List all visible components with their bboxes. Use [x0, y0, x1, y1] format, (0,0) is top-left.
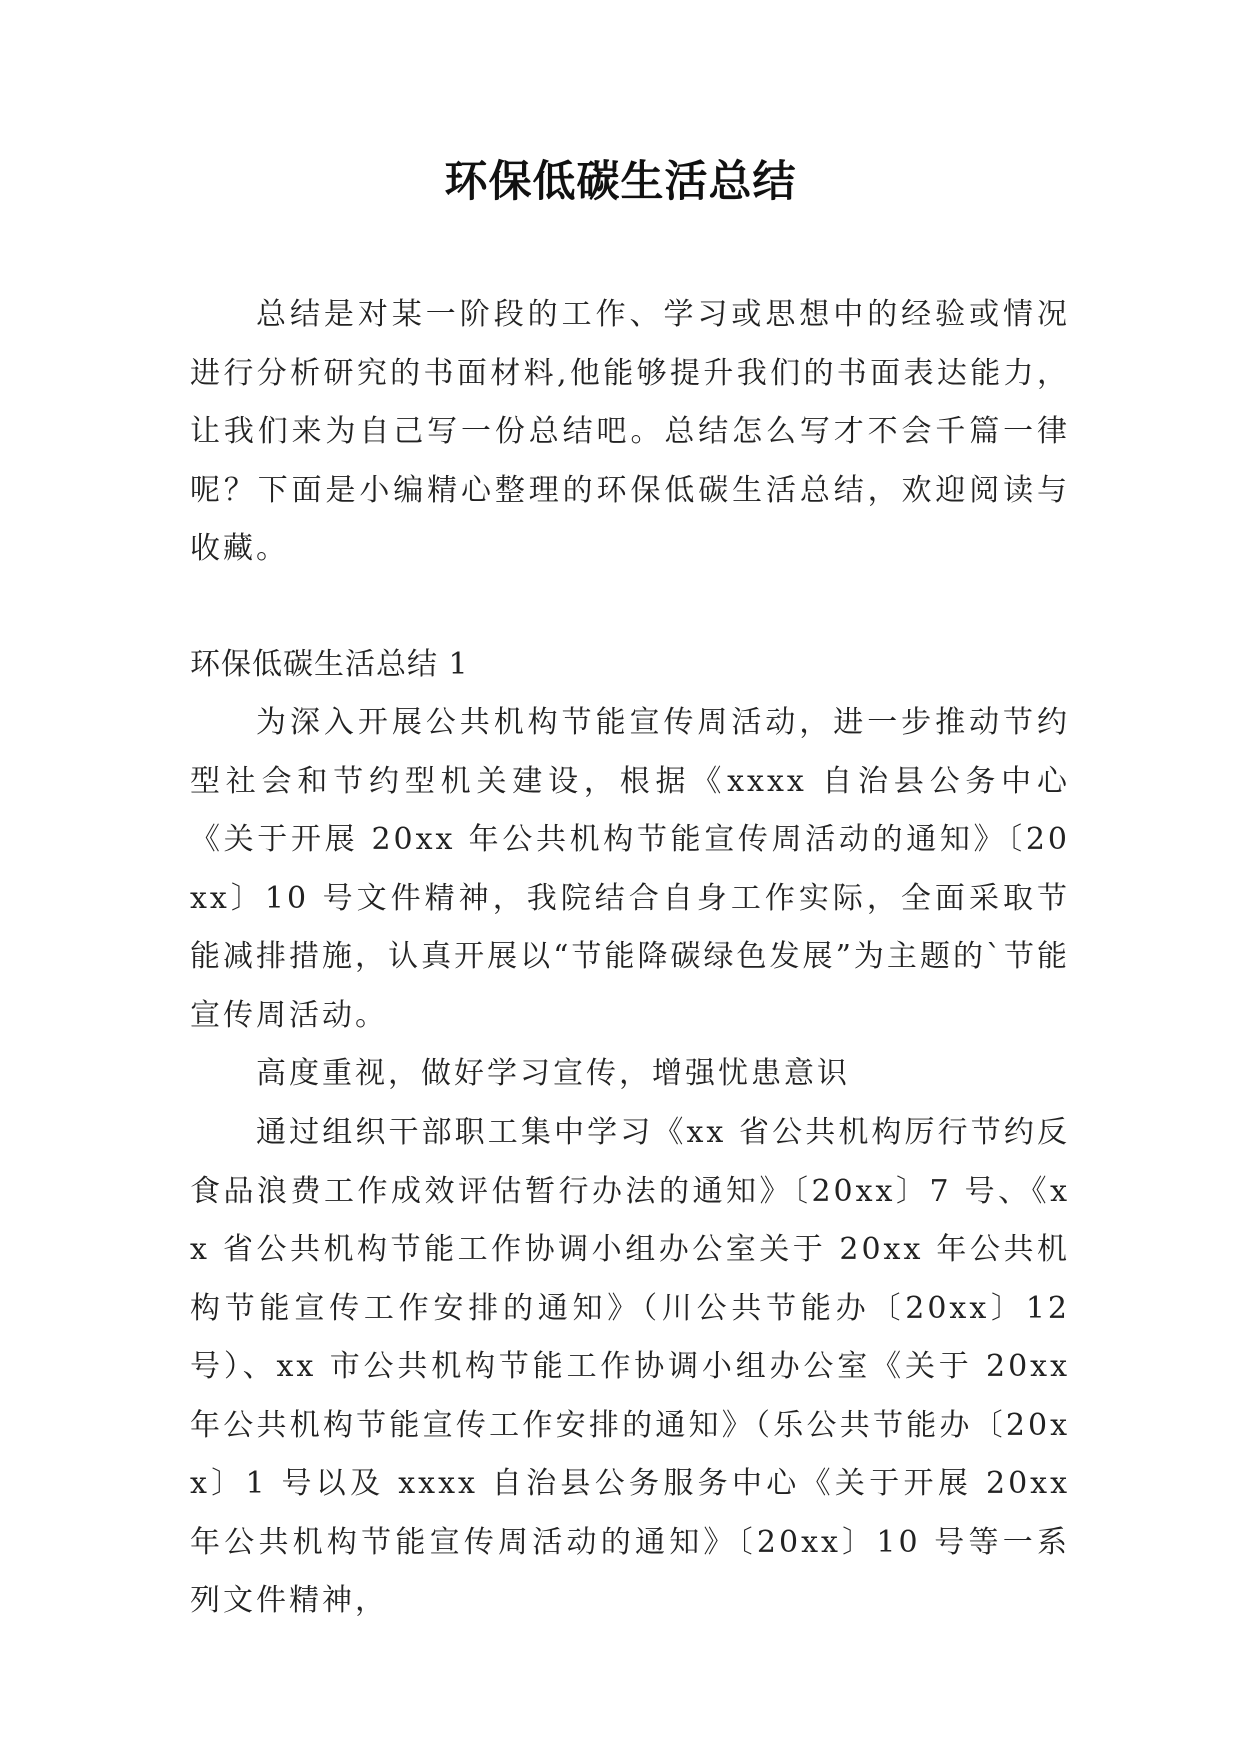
- subheading: 高度重视，做好学习宣传，增强忧患意识: [256, 1056, 850, 1091]
- body-paragraph: 为深入开展公共机构节能宣传周活动，进一步推动节约型社会和节约型机关建设，根据《xxxx 自治县公务中心《关于开展 20xx 年公共机构节能宣传周活动的通知》〔20xx〕10 号文件精神，我院结合自身工作实际，全面采取节能减排措施，认真开展以“节能降碳绿色发展”为主题的`节能宣传周活动。: [190, 705, 1070, 1033]
- document-title: 环保低碳生活总结: [444, 157, 797, 207]
- body-paragraph: 通过组织干部职工集中学习《xx 省公共机构厉行节约反食品浪费工作成效评估暂行办法的通知》〔20xx〕7 号、《xx 省公共机构节能工作协调小组办公室关于 20xx 年公共机构节能宣传工作安排的通知》（川公共节能办〔20xx〕12 号）、xx 市公共机构节能工作协调小组办公室《关于 20xx 年公共机构节能宣传工作安排的通知》（乐公共节能办〔20xx〕1 号以及 xxxx 自治县公务服务中心《关于开展 20xx 年公共机构节能宣传周活动的通知》〔20xx〕10 号等一系列文件精神，: [190, 1115, 1070, 1618]
- intro-paragraph: 总结是对某一阶段的工作、学习或思想中的经验或情况进行分析研究的书面材料,他能够提升我们的书面表达能力，让我们来为自己写一份总结吧。总结怎么写才不会千篇一律呢？下面是小编精心整理的环保低碳生活总结，欢迎阅读与收藏。: [190, 297, 1070, 566]
- section-heading: 环保低碳生活总结 1: [190, 647, 469, 682]
